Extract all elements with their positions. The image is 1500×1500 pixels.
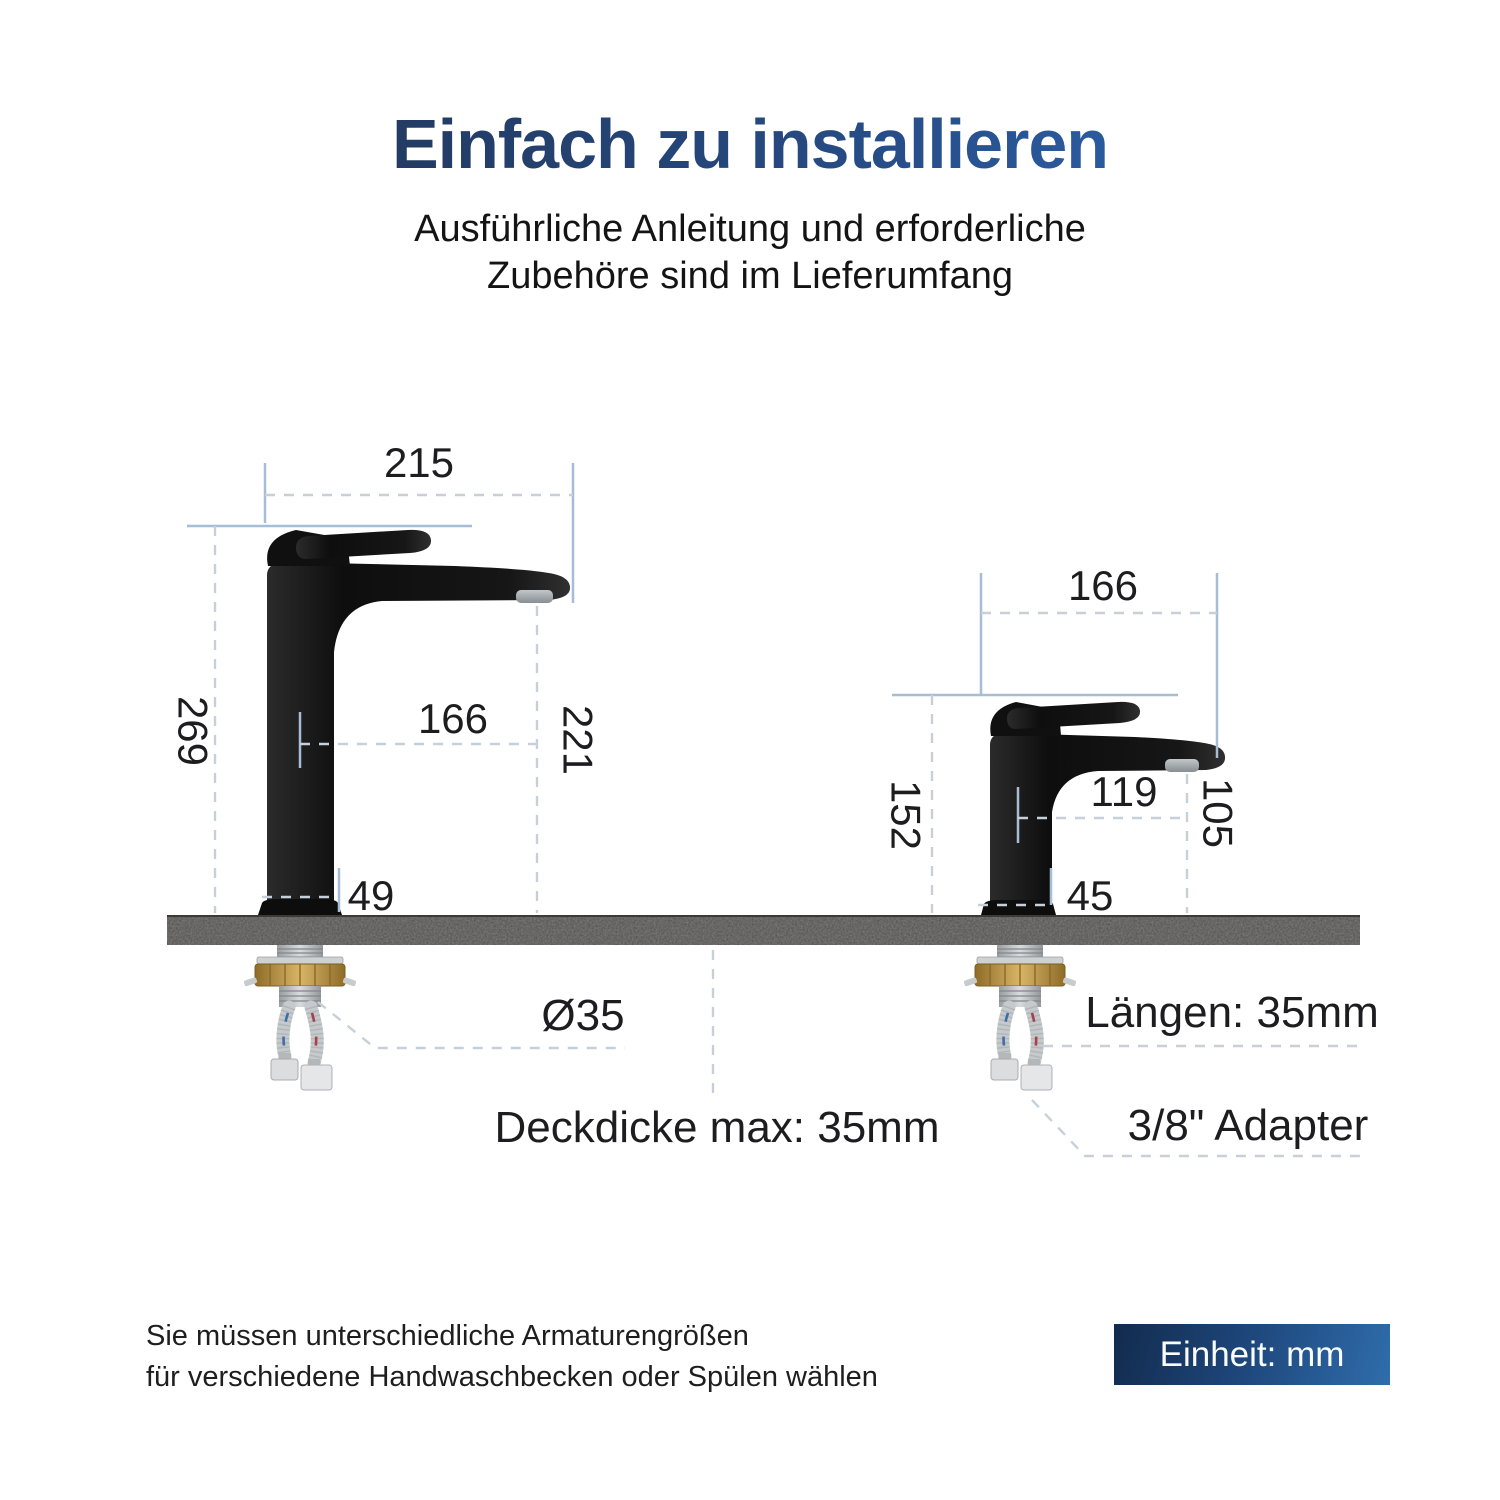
hole-diameter-label: Ø35 xyxy=(541,991,625,1040)
dim-tall-height: 269 xyxy=(169,695,217,767)
dim-tall-spout-height: 221 xyxy=(554,704,602,776)
tall-faucet-aerator xyxy=(516,590,553,603)
footer-note-line-1: Sie müssen unterschiedliche Armaturengrößen xyxy=(146,1320,749,1352)
hose-length-label: Längen: 35mm xyxy=(1085,988,1379,1037)
short-faucet-supply-hoses xyxy=(963,945,1076,1090)
dim-tall-spout-width: 215 xyxy=(383,439,455,486)
tall-faucet-supply-hoses xyxy=(243,945,356,1090)
dim-short-base-width: 45 xyxy=(1066,872,1114,919)
adapter-label: 3/8" Adapter xyxy=(1127,1101,1369,1150)
tall-faucet-illustration xyxy=(258,530,570,915)
footer-note-line-2: für verschiedene Handwaschbecken oder Spülen wählen xyxy=(146,1361,878,1393)
dim-tall-spout-reach: 166 xyxy=(417,695,489,742)
footer-note xyxy=(146,1316,1046,1398)
page-title: Einfach zu installieren xyxy=(0,104,1500,184)
subtitle-line-2: Zubehöre sind im Lieferumfang xyxy=(487,255,1013,297)
dim-short-spout-height: 105 xyxy=(1194,777,1242,849)
dim-tall-base-width: 49 xyxy=(347,872,395,919)
diagram-callouts xyxy=(318,950,1379,1156)
short-faucet-aerator xyxy=(1165,759,1199,772)
countertop xyxy=(167,915,1360,945)
tall-faucet-dimensions xyxy=(169,439,601,919)
dim-short-height: 152 xyxy=(882,779,930,851)
unit-badge: Einheit: mm xyxy=(1114,1324,1390,1385)
dim-short-spout-reach: 119 xyxy=(1090,768,1158,815)
subtitle-line-1: Ausführliche Anleitung und erforderliche xyxy=(414,208,1086,250)
dim-short-spout-width: 166 xyxy=(1067,562,1139,609)
deck-thickness-label: Deckdicke max: 35mm xyxy=(494,1103,940,1152)
